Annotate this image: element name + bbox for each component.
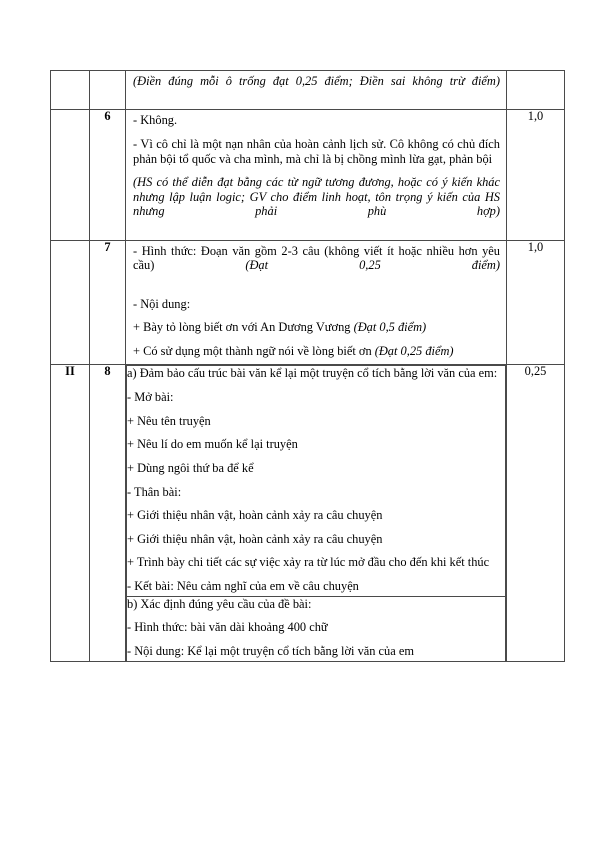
content-line: + Nêu tên truyện: [127, 413, 211, 428]
row-question-number: 8: [90, 365, 126, 661]
table-row: [51, 240, 565, 365]
sub-block-a-content: [127, 366, 506, 596]
content-line: - Kết bài: Nêu cảm nghĩ của em về câu chuyện: [127, 579, 359, 593]
content-line-text: + Bày tỏ lòng biết ơn với An Dương Vương: [133, 320, 354, 335]
content-line: - Nội dung: Kể lại một truyện cổ tích bằng lời văn của em: [127, 643, 414, 658]
grading-rubric-table: [50, 70, 565, 662]
content-line-note: (Đạt 0,5 điểm): [353, 320, 427, 335]
content-line-text: + Có sử dụng một thành ngữ nói về lòng biết ơn: [133, 343, 375, 358]
row-content: [126, 365, 507, 661]
table-row: [51, 71, 565, 110]
row-section-label: [51, 71, 90, 110]
content-line: + Nêu lí do em muốn kể lại truyện: [127, 437, 298, 452]
content-line: [133, 244, 500, 297]
content-line: - Không.: [133, 113, 178, 128]
row-score: 1,0: [507, 240, 565, 365]
content-line-note: (Đạt 0,25 điểm): [374, 343, 454, 358]
row-content: [126, 71, 507, 110]
table-row: [51, 110, 565, 240]
content-line: a) Đảm bảo cấu trúc bài văn kể lại một truyện cổ tích bằng lời văn của em:: [127, 366, 498, 381]
sub-block-b: [127, 596, 506, 660]
content-line-note: (Đạt 0,25 điểm): [245, 258, 500, 273]
content-line: - Nội dung:: [133, 296, 191, 311]
content-line: + Trình bày chi tiết các sự việc xảy ra từ lúc mở đầu cho đến khi kết thúc: [127, 555, 490, 570]
content-line: (Điền đúng mỗi ô trống đạt 0,25 điểm; Điền sai không trừ điểm): [133, 74, 500, 88]
rubric-body: [51, 71, 565, 662]
content-line: [133, 344, 500, 361]
content-line: - Thân bài:: [127, 484, 182, 499]
content-line: b) Xác định đúng yêu cầu của đề bài:: [127, 596, 312, 611]
sub-block-b-content: [127, 596, 506, 660]
sub-block-table: [126, 365, 506, 660]
row-question-number: 7: [90, 240, 126, 365]
row-section-label: [51, 240, 90, 365]
row-score: [507, 71, 565, 110]
row-section-label: II: [51, 365, 90, 661]
row-score: 1,0: [507, 110, 565, 240]
content-line: [133, 320, 500, 344]
row-score: 0,25: [507, 365, 565, 661]
row-content: [126, 110, 507, 240]
content-line: (HS có thể diễn đạt bằng các từ ngữ tương đương, hoặc có ý kiến khác nhưng lập luận logic; GV cho điểm linh hoạt, tôn trọng ý kiến của HS nhưng phải phù hợp): [133, 175, 500, 219]
content-line-text: - Hình thức: Đoạn văn gồm 2-3 câu (không viết ít hoặc nhiều hơn yêu cầu): [133, 243, 500, 273]
content-line: + Giới thiệu nhân vật, hoàn cảnh xảy ra câu chuyện: [127, 508, 383, 523]
row-question-number: 6: [90, 110, 126, 240]
row-section-label: [51, 110, 90, 240]
content-line: + Giới thiệu nhân vật, hoàn cảnh xảy ra câu chuyện: [127, 531, 383, 546]
content-line: - Vì cô chỉ là một nạn nhân của hoàn cảnh lịch sử. Cô không có chủ đích phản bội tổ quốc và cha mình, mà chỉ là bị chồng mình lừa gạt, phản bội: [133, 136, 500, 166]
content-line: - Mở bài:: [127, 390, 174, 404]
sub-block-a: [127, 366, 506, 596]
content-line: + Dùng ngôi thứ ba để kể: [127, 460, 254, 475]
row-question-number: [90, 71, 126, 110]
table-row: [51, 365, 565, 661]
row-content: [126, 240, 507, 365]
content-line: - Hình thức: bài văn dài khoảng 400 chữ: [127, 620, 328, 635]
